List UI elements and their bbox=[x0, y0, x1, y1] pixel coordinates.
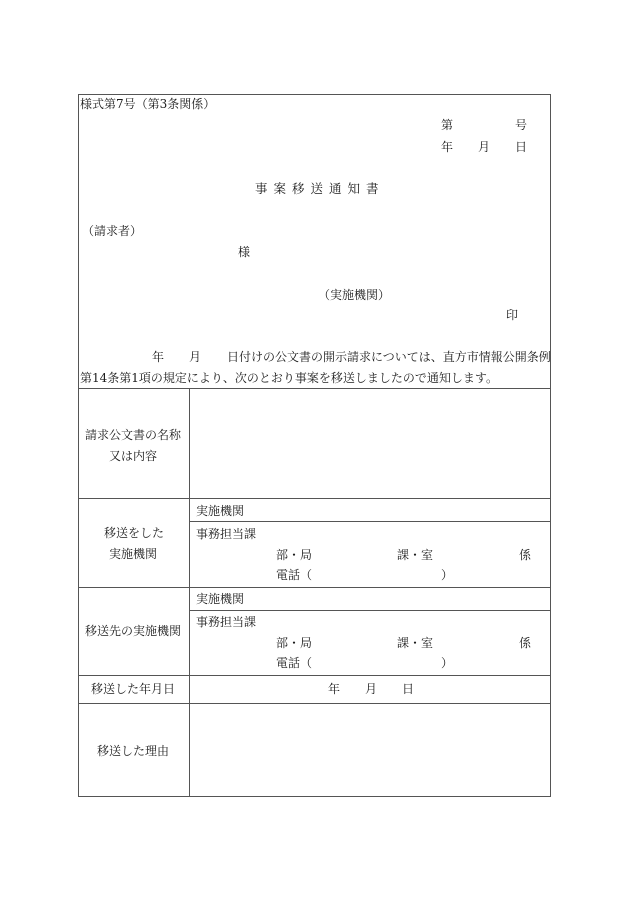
header-year: 年 bbox=[441, 140, 454, 154]
row-label-transfer-reason: 移送した理由 bbox=[97, 744, 170, 758]
row-divider bbox=[78, 498, 551, 499]
body-month: 月 bbox=[189, 350, 202, 364]
field-bu-kyoku: 部・局 bbox=[276, 548, 313, 562]
column-divider bbox=[189, 388, 190, 797]
field-ka-shitsu: 課・室 bbox=[397, 548, 434, 562]
field-kakari: 係 bbox=[519, 548, 532, 562]
requester-label: （請求者） bbox=[82, 224, 143, 238]
field-phone-close: ） bbox=[441, 568, 454, 582]
field-implementing-body: 実施機関 bbox=[196, 504, 245, 518]
form-number: 様式第7号（第3条関係） bbox=[80, 97, 216, 111]
seal-mark: 印 bbox=[506, 308, 519, 322]
body-year: 年 bbox=[152, 350, 165, 364]
row-divider bbox=[78, 703, 551, 704]
row-label-document-content: 又は内容 bbox=[109, 449, 158, 463]
transfer-date-day: 日 bbox=[402, 682, 415, 696]
field-phone-label: 電話（ bbox=[276, 568, 313, 582]
body-text-line1: 日付けの公文書の開示請求については、直方市情報公開条例 bbox=[227, 350, 551, 364]
field-office-section: 事務担当課 bbox=[196, 527, 257, 541]
table-top-border bbox=[78, 388, 551, 389]
row-label-transferring-body-2: 実施機関 bbox=[109, 547, 158, 561]
row-divider bbox=[189, 610, 551, 611]
document-title: 事案移送通知書 bbox=[255, 181, 385, 196]
field-phone-label: 電話（ bbox=[276, 656, 313, 670]
field-office-section: 事務担当課 bbox=[196, 615, 257, 629]
row-label-destination-body: 移送先の実施機関 bbox=[85, 624, 182, 638]
header-day: 日 bbox=[515, 140, 528, 154]
row-label-transferring-body-1: 移送をした bbox=[104, 526, 165, 540]
row-divider bbox=[189, 521, 551, 522]
field-kakari: 係 bbox=[519, 636, 532, 650]
row-label-transfer-date: 移送した年月日 bbox=[91, 682, 176, 696]
field-bu-kyoku: 部・局 bbox=[276, 636, 313, 650]
number-prefix: 第 bbox=[441, 118, 454, 132]
header-month: 月 bbox=[478, 140, 491, 154]
field-implementing-body: 実施機関 bbox=[196, 592, 245, 606]
row-divider bbox=[78, 675, 551, 676]
field-phone-close: ） bbox=[441, 656, 454, 670]
transfer-date-year: 年 bbox=[328, 682, 341, 696]
honorific-sama: 様 bbox=[238, 245, 251, 259]
body-text-line2: 第14条第1項の規定により、次のとおり事案を移送しましたので通知します。 bbox=[80, 371, 498, 385]
number-suffix: 号 bbox=[515, 118, 528, 132]
implementing-body-label: （実施機関） bbox=[318, 288, 391, 302]
row-label-document-name: 請求公文書の名称 bbox=[85, 428, 182, 442]
row-divider bbox=[78, 587, 551, 588]
transfer-date-month: 月 bbox=[365, 682, 378, 696]
field-ka-shitsu: 課・室 bbox=[397, 636, 434, 650]
